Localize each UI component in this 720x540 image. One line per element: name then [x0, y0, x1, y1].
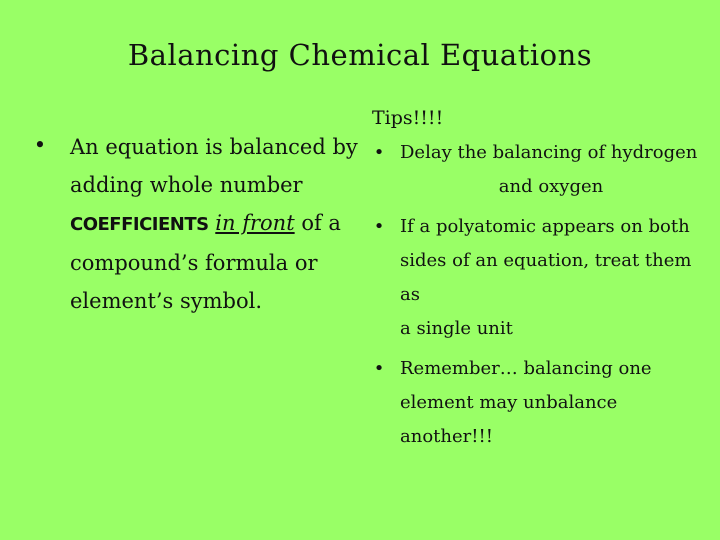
in-front-term: in front — [215, 211, 295, 235]
tip-line: sides of an equation, treat them as — [400, 250, 692, 305]
definition-item — [30, 128, 365, 320]
tips-heading: Tips!!!! — [372, 107, 444, 129]
tip-line: Remember… balancing one — [400, 358, 652, 379]
definition-list — [30, 128, 365, 320]
definition-column — [30, 128, 365, 320]
slide-title: Balancing Chemical Equations — [127, 38, 593, 72]
tip-line: a single unit — [400, 318, 513, 339]
bullet-icon: • — [33, 133, 47, 157]
tips-column — [372, 104, 702, 460]
bullet-icon: • — [373, 216, 385, 237]
tip-item — [372, 136, 702, 204]
tip-line: Delay the balancing of hydrogen — [400, 142, 698, 163]
tip-item — [372, 352, 702, 454]
bullet-icon: • — [373, 142, 385, 163]
bullet-icon: • — [373, 358, 385, 379]
definition-text-start: An equation is balanced by adding whole number — [70, 135, 358, 197]
coefficients-term: COEFFICIENTS — [70, 214, 209, 235]
tip-line: If a polyatomic appears on both — [400, 216, 690, 237]
tip-line: and oxygen — [498, 176, 604, 197]
tip-item — [372, 210, 702, 346]
definition-text-end: of a compound’s formula or element’s symbol. — [70, 211, 341, 313]
tip-line: element may unbalance another!!! — [400, 392, 618, 447]
tips-list — [372, 136, 702, 454]
